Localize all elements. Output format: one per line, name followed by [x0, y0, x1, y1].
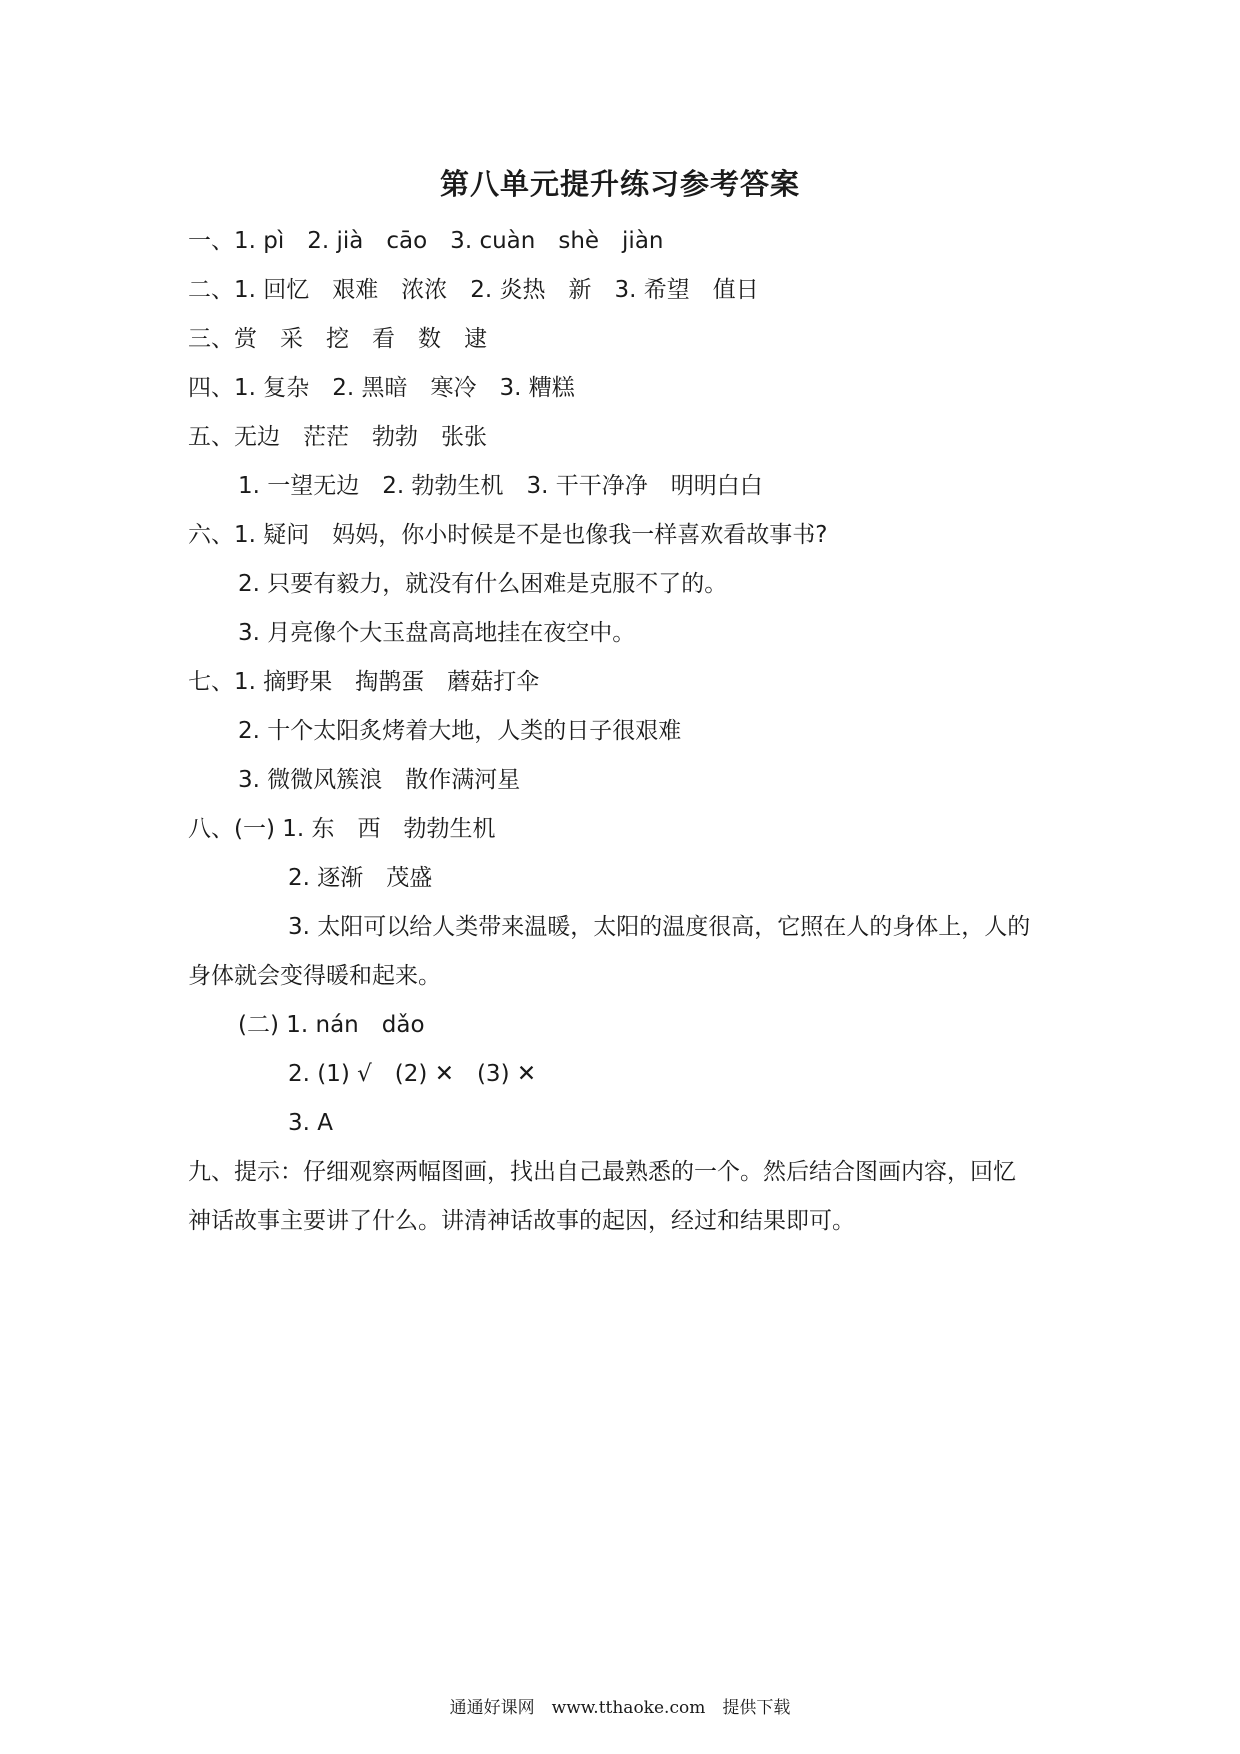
answer-line-8-3-cont: 身体就会变得暖和起来。	[188, 963, 441, 989]
answer-line-8-part2: (二) 1. nán dǎo	[238, 1012, 425, 1038]
answer-line-8: 八、(一) 1. 东 西 勃勃生机	[188, 816, 496, 842]
answer-line-7-2: 2. 十个太阳炙烤着大地，人类的日子很艰难	[238, 718, 682, 744]
answer-line-9-cont: 神话故事主要讲了什么。讲清神话故事的起因，经过和结果即可。	[188, 1208, 855, 1234]
answer-line-8-part2-2: 2. (1) √ (2) ✕ (3) ✕	[288, 1061, 537, 1087]
answer-line-6-3: 3. 月亮像个大玉盘高高地挂在夜空中。	[238, 620, 636, 646]
answer-line-5: 五、无边 茫茫 勃勃 张张	[188, 424, 487, 450]
answer-line-6-2: 2. 只要有毅力，就没有什么困难是克服不了的。	[238, 571, 728, 597]
answer-line-5-sub: 1. 一望无边 2. 勃勃生机 3. 干干净净 明明白白	[238, 473, 763, 499]
answer-line-9: 九、提示：仔细观察两幅图画，找出自己最熟悉的一个。然后结合图画内容，回忆	[188, 1159, 1016, 1185]
answer-line-7: 七、1. 摘野果 掏鹊蛋 蘑菇打伞	[188, 669, 540, 695]
answer-line-6: 六、1. 疑问 妈妈，你小时候是不是也像我一样喜欢看故事书?	[188, 522, 828, 548]
answer-line-8-2: 2. 逐渐 茂盛	[288, 865, 433, 891]
answer-line-8-part2-3: 3. A	[288, 1110, 333, 1136]
answer-line-7-3: 3. 微微风簇浪 散作满河星	[238, 767, 521, 793]
page-footer: 通通好课网 www.tthaoke.com 提供下载	[449, 1698, 791, 1718]
page-title: 第八单元提升练习参考答案	[439, 167, 800, 201]
answer-line-8-3: 3. 太阳可以给人类带来温暖，太阳的温度很高，它照在人的身体上，人的	[288, 914, 1031, 940]
answer-line-2: 二、1. 回忆 艰难 浓浓 2. 炎热 新 3. 希望 值日	[188, 277, 759, 303]
answer-line-1: 一、1. pì 2. jià cāo 3. cuàn shè jiàn	[188, 228, 664, 254]
answer-line-3: 三、赏 采 挖 看 数 逮	[188, 326, 487, 352]
answer-line-4: 四、1. 复杂 2. 黑暗 寒冷 3. 糟糕	[188, 375, 575, 401]
